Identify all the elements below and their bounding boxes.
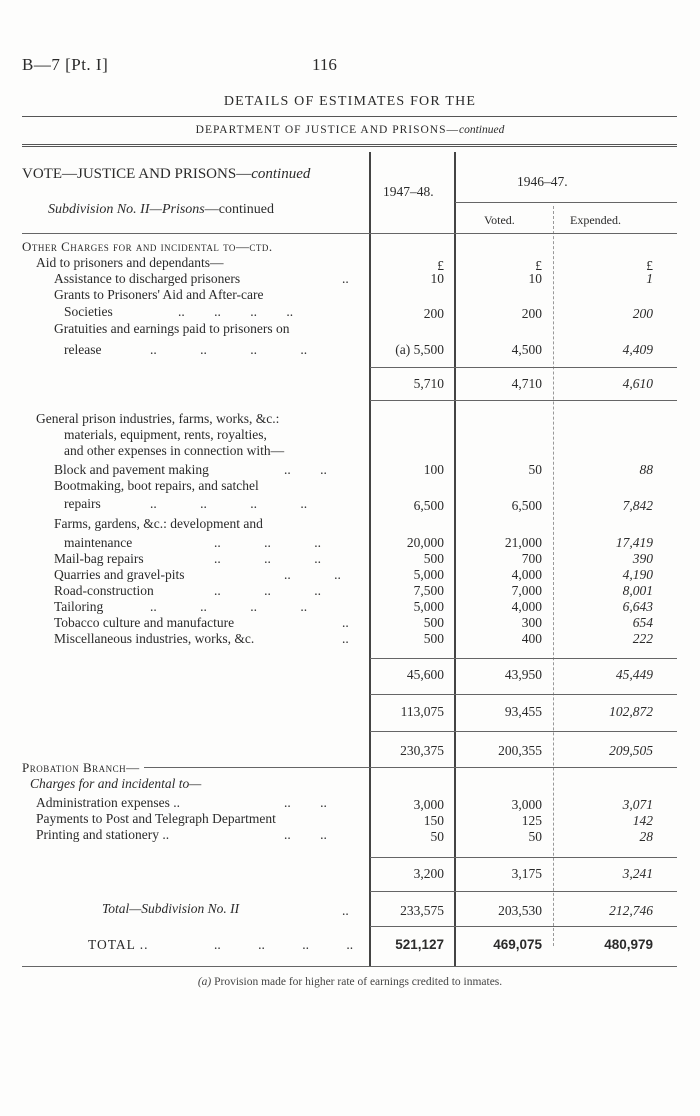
value-1947-48: 200 xyxy=(423,306,444,321)
row-leader: .. .. xyxy=(284,827,327,842)
column-header-voted: Voted. xyxy=(484,213,515,227)
grand-total-expended: 480,979 xyxy=(604,937,653,952)
value-1947-48: 7,500 xyxy=(413,583,444,598)
value-voted: 200 xyxy=(521,306,542,321)
row-leader: .. .. .. .. xyxy=(150,599,308,614)
value-expended: 142 xyxy=(632,813,653,828)
value-1947-48: 500 xyxy=(423,615,444,630)
subtotal-rule xyxy=(370,658,677,659)
subtotal-1947-48: 3,200 xyxy=(413,866,444,881)
heading-aid-to-prisoners: Aid to prisoners and dependants— xyxy=(36,255,224,270)
document-reference: B—7 [Pt. I] xyxy=(22,55,109,74)
currency-pound-voted: £ xyxy=(535,258,542,273)
value-voted: 700 xyxy=(521,551,542,566)
subtotal-rule xyxy=(370,400,677,401)
row-leader: .. xyxy=(342,615,349,630)
total-expended: 212,746 xyxy=(609,903,653,918)
subtotal-1947-48: 5,710 xyxy=(413,376,444,391)
grand-total-label: TOTAL .. xyxy=(88,937,149,952)
subtotal-rule xyxy=(370,367,677,368)
row-label: Miscellaneous industries, works, &c. xyxy=(54,631,255,646)
row-label: Societies xyxy=(64,304,113,319)
table-bottom-rule xyxy=(22,966,677,967)
subtotal-expended: 4,610 xyxy=(622,376,653,391)
subtotal-rule xyxy=(370,731,677,732)
subtotal-1947-48: 230,375 xyxy=(400,743,444,758)
value-expended: 200 xyxy=(632,306,653,321)
value-1947-48: 5,000 xyxy=(413,599,444,614)
value-expended: 3,071 xyxy=(622,797,653,812)
value-expended: 4,409 xyxy=(622,342,653,357)
column-header-1947-48: 1947–48. xyxy=(383,184,434,199)
value-voted: 50 xyxy=(528,462,542,477)
value-expended: 222 xyxy=(632,631,653,646)
subtotal-expended: 102,872 xyxy=(609,704,653,719)
value-voted: 125 xyxy=(521,813,542,828)
value-voted: 4,000 xyxy=(511,599,542,614)
title-rule xyxy=(22,116,677,117)
value-expended: 654 xyxy=(632,615,653,630)
currency-pound-1947: £ xyxy=(437,258,444,273)
value-expended: 28 xyxy=(639,829,653,844)
subtotal-voted: 4,710 xyxy=(511,376,542,391)
value-voted: 4,500 xyxy=(511,342,542,357)
page-number: 116 xyxy=(312,55,337,74)
subtotal-rule xyxy=(370,891,677,892)
value-1947-48: 5,000 xyxy=(413,567,444,582)
header-rule-top-double xyxy=(22,146,677,147)
section-heading-other-charges: Other Charges for and incidental to—ctd. xyxy=(22,239,273,254)
subtotal-rule xyxy=(370,857,677,858)
subtotal-voted: 43,950 xyxy=(504,667,542,682)
page-title: DETAILS OF ESTIMATES FOR THE xyxy=(223,94,477,109)
row-leader: .. .. .. xyxy=(214,551,321,566)
header-rule-top xyxy=(22,144,677,145)
value-expended: 8,001 xyxy=(622,583,653,598)
row-label: Assistance to discharged prisoners xyxy=(54,271,241,286)
row-leader: .. xyxy=(342,631,349,646)
row-label: Payments to Post and Telegraph Department xyxy=(36,811,276,826)
value-voted: 7,000 xyxy=(511,583,542,598)
vote-title: VOTE—JUSTICE AND PRISONS—continued xyxy=(22,166,311,182)
value-expended: 390 xyxy=(632,551,653,566)
value-1947-48: 500 xyxy=(423,551,444,566)
row-leader: .. .. xyxy=(284,567,341,582)
page-subtitle: DEPARTMENT OF JUSTICE AND PRISONS—continued xyxy=(195,124,505,136)
value-1947-48: 500 xyxy=(423,631,444,646)
row-leader: .. .. .. xyxy=(214,535,321,550)
row-label: Quarries and gravel-pits xyxy=(54,567,185,582)
value-1947-48: 20,000 xyxy=(406,535,444,550)
row-label: Mail-bag repairs xyxy=(54,551,144,566)
row-leader: .. xyxy=(342,903,349,918)
value-1947-48: (a) 5,500 xyxy=(395,342,444,357)
column-divider-1 xyxy=(369,152,371,967)
row-label: Gratuities and earnings paid to prisoners on xyxy=(54,321,290,336)
value-voted: 10 xyxy=(528,271,542,286)
value-expended: 1 xyxy=(646,271,653,286)
row-leader: .. .. .. xyxy=(214,583,321,598)
row-label: Tobacco culture and manufacture xyxy=(54,615,235,630)
row-label: Bootmaking, boot repairs, and satchel xyxy=(54,478,259,493)
value-expended: 6,643 xyxy=(622,599,653,614)
column-divider-2 xyxy=(454,152,456,967)
row-leader: .. .. .. .. xyxy=(150,496,308,511)
total-1947-48: 233,575 xyxy=(400,903,444,918)
subtotal-1947-48: 113,075 xyxy=(400,704,444,719)
value-voted: 21,000 xyxy=(504,535,542,550)
grand-total-voted: 469,075 xyxy=(493,937,542,952)
row-label: maintenance xyxy=(64,535,133,550)
subdivision-total-label: Total—Subdivision No. II xyxy=(102,901,240,916)
row-leader: .. .. xyxy=(284,462,327,477)
value-1947-48: 100 xyxy=(423,462,444,477)
row-label: release xyxy=(64,342,102,357)
subtotal-voted: 93,455 xyxy=(504,704,542,719)
total-voted: 203,530 xyxy=(498,903,542,918)
subtotal-expended: 209,505 xyxy=(609,743,653,758)
heading-general-industries-cont: materials, equipment, rents, royalties, xyxy=(64,427,267,442)
footnote: (a) Provision made for higher rate of earnings credited to inmates. xyxy=(197,976,503,988)
value-voted: 6,500 xyxy=(511,498,542,513)
row-label: Tailoring xyxy=(54,599,104,614)
subtotal-1947-48: 45,600 xyxy=(406,667,444,682)
subtotal-expended: 3,241 xyxy=(622,866,653,881)
subtotal-voted: 3,175 xyxy=(511,866,542,881)
year-header-rule xyxy=(455,202,677,203)
value-expended: 4,190 xyxy=(622,567,653,582)
value-1947-48: 6,500 xyxy=(413,498,444,513)
column-header-expended: Expended. xyxy=(570,213,621,227)
value-1947-48: 10 xyxy=(430,271,444,286)
subtotal-voted: 200,355 xyxy=(498,743,542,758)
value-expended: 7,842 xyxy=(622,498,653,513)
value-voted: 3,000 xyxy=(511,797,542,812)
row-leader: .. .. .. .. xyxy=(178,304,294,319)
value-expended: 17,419 xyxy=(615,535,653,550)
value-expended: 88 xyxy=(639,462,653,477)
row-label: Administration expenses .. xyxy=(36,795,180,810)
currency-pound-expended: £ xyxy=(646,258,653,273)
subtotal-rule xyxy=(370,694,677,695)
heading-general-industries-cont: and other expenses in connection with— xyxy=(64,443,285,458)
value-voted: 300 xyxy=(521,615,542,630)
value-voted: 4,000 xyxy=(511,567,542,582)
row-leader: .. xyxy=(342,271,349,286)
value-1947-48: 150 xyxy=(423,813,444,828)
row-label: Printing and stationery .. xyxy=(36,827,170,842)
value-1947-48: 3,000 xyxy=(413,797,444,812)
grand-total-1947-48: 521,127 xyxy=(395,937,444,952)
section-heading-probation: Probation Branch— xyxy=(22,760,144,776)
row-label: Grants to Prisoners' Aid and After-care xyxy=(54,287,264,302)
column-header-1946-47: 1946–47. xyxy=(517,174,568,189)
value-voted: 50 xyxy=(528,829,542,844)
column-header-rule xyxy=(22,233,677,234)
row-leader: .. .. .. .. xyxy=(150,342,308,357)
total-rule xyxy=(370,926,677,927)
row-leader: .. .. .. .. xyxy=(214,937,354,952)
row-label: Road-construction xyxy=(54,583,154,598)
row-leader: .. .. xyxy=(284,795,327,810)
row-label: Block and pavement making xyxy=(54,462,209,477)
subdivision-heading: Subdivision No. II—Prisons—continued xyxy=(48,202,274,217)
value-1947-48: 50 xyxy=(430,829,444,844)
row-label: Farms, gardens, &c.: development and xyxy=(54,516,263,531)
row-label: repairs xyxy=(64,496,101,511)
heading-charges: Charges for and incidental to— xyxy=(30,776,202,791)
heading-general-industries: General prison industries, farms, works, &c.: xyxy=(36,411,280,426)
value-voted: 400 xyxy=(521,631,542,646)
subtotal-expended: 45,449 xyxy=(615,667,653,682)
